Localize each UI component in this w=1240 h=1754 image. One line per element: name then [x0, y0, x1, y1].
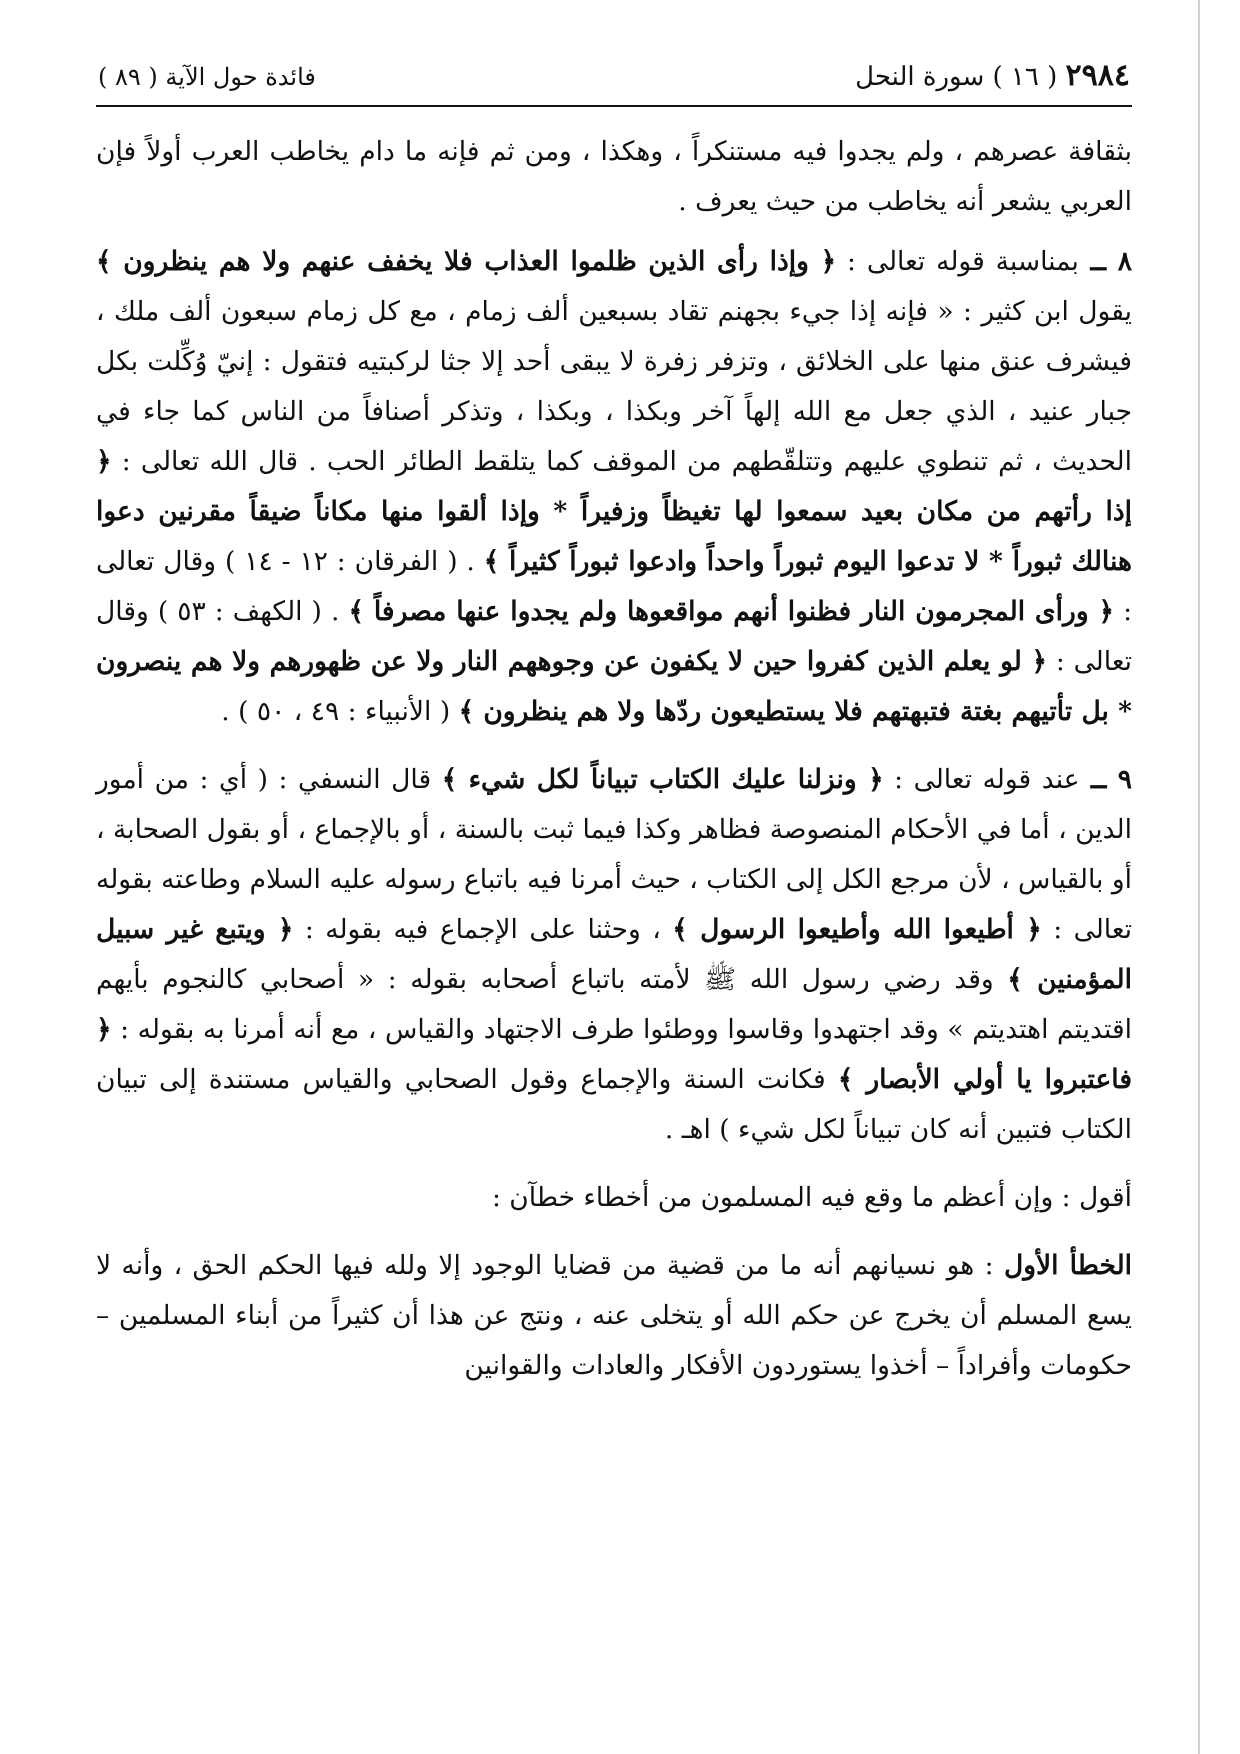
body-text: عند قوله تعالى :	[883, 764, 1080, 795]
surah-reference: ( ١٦ ) سورة النحل	[855, 62, 1058, 92]
emphasized-text: ﴿ ورأى المجرمون النار فظنوا أنهم مواقعوها ولم يجدوا عنها مصرفاً ﴾	[348, 596, 1115, 627]
book-page	[96, 58, 1132, 1391]
emphasized-text: ٩ ــ	[1079, 764, 1132, 795]
body-text: أقول : وإن أعظم ما وقع فيه المسلمون من أخطاء خطآن :	[491, 1182, 1132, 1213]
page-edge-line	[1198, 0, 1200, 1754]
emphasized-text: ﴿ إذا رأتهم من مكان بعيد سمعوا لها تغيظاً وزفيراً * وإذا ألقوا منها مكاناً ضيقاً مقرنين دعوا هنالك ثبوراً * لا تدعوا اليوم ثبوراً واحداً وادعوا ثبوراً كثيراً ﴾	[96, 446, 1132, 577]
body-text: : هو نسيانهم أنه ما من قضية من قضايا الوجود إلا ولله فيها الحكم الحق ، وأنه لا يسع المسلم أن يخرج عن حكم الله أو يتخلى عنه ، ونتج عن هذا أن كثيراً من أبناء المسلمين – حكومات وأفراداً – أخذوا يستوردون الأفكار والعادات والقوانين	[96, 1250, 1132, 1381]
body-text: ، وحثنا على الإجماع فيه بقوله :	[293, 914, 673, 945]
paragraph-statement	[96, 1173, 1132, 1223]
paragraph-point-8	[96, 237, 1132, 737]
emphasized-text: ﴿ أطيعوا الله وأطيعوا الرسول ﴾	[672, 914, 1042, 945]
emphasized-text: ﴿ ويتبع غير سبيل المؤمنين ﴾	[96, 914, 1132, 995]
header-right	[855, 58, 1130, 93]
running-header	[96, 58, 1132, 97]
emphasized-text: ﴿ وإذا رأى الذين ظلموا العذاب فلا يخفف عنهم ولا هم ينظرون ﴾	[96, 246, 837, 277]
body-text: بثقافة عصرهم ، ولم يجدوا فيه مستنكراً ، وهكذا ، ومن ثم فإنه ما دام يخاطب العرب أولاً فإن العربي يشعر أنه يخاطب من حيث يعرف .	[96, 136, 1132, 217]
paragraph-intro	[96, 127, 1132, 227]
body-text: . ( الفرقان : ١٢ - ١٤ ) وقال تعالى :	[96, 546, 1133, 627]
body-text: وقد رضي رسول الله ﷺ لأمته باتباع أصحابه بقوله : « أصحابي كالنجوم بأيهم اقتديتم اهتديتم » وقد اجتهدوا وقاسوا ووطئوا طرف الاجتهاد والقياس ، مع أنه أمرنا به بقوله :	[96, 964, 1132, 1045]
body-text: . ( الكهف : ٥٣ ) وقال تعالى :	[96, 596, 1132, 677]
page-number: ٢٩٨٤	[1065, 58, 1130, 93]
body-text: بمناسبة قوله تعالى :	[836, 246, 1079, 277]
paragraph-first-error	[96, 1241, 1132, 1391]
body-text: يقول ابن كثير : « فإنه إذا جيء بجهنم تقاد بسبعين ألف زمام ، مع كل زمام سبعون ألف ملك ، فيشرف عنق منها على الخلائق ، وتزفر زفرة لا يبقى أحد إلا جثا لركبتيه فتقول : إنيّ وُكِّلت بكل جبار عنيد ، الذي جعل مع الله إلهاً آخر وبكذا ، وبكذا ، وتذكر أصنافاً من الناس كما جاء في الحديث ، ثم تنطوي عليهم وتتلقّطهم من الموقف كما يتلقط الطائر الحب . قال الله تعالى :	[96, 296, 1132, 477]
section-title: فائدة حول الآية ( ٨٩ )	[98, 63, 316, 91]
body-text: ( الأنبياء : ٤٩ ، ٥٠ ) .	[221, 696, 459, 727]
emphasized-text: ﴿ فاعتبروا يا أولي الأبصار ﴾	[96, 1014, 1133, 1095]
emphasized-text: ﴿ ونزلنا عليك الكتاب تبياناً لكل شيء ﴾	[441, 764, 884, 795]
emphasized-text: الخطأ الأول	[1003, 1250, 1133, 1281]
emphasized-text: ٨ ــ	[1078, 246, 1132, 277]
emphasized-text: ﴿ لو يعلم الذين كفروا حين لا يكفون عن وجوههم النار ولا عن ظهورهم ولا هم ينصرون * بل تأتيهم بغتة فتبهتهم فلا يستطيعون ردّها ولا هم ينظرون ﴾	[96, 646, 1132, 727]
body-text: قال النسفي : ( أي : من أمور الدين ، أما في الأحكام المنصوصة فظاهر وكذا فيما ثبت بالسنة ، أو بالإجماع ، أو بقول الصحابة ، أو بالقياس ، لأن مرجع الكل إلى الكتاب ، حيث أمرنا فيه باتباع رسوله عليه السلام وطاعته بقوله تعالى :	[96, 764, 1133, 945]
paragraph-point-9	[96, 755, 1132, 1155]
header-rule	[96, 105, 1132, 107]
body-text: فكانت السنة والإجماع وقول الصحابي والقياس مستندة إلى تبيان الكتاب فتبين أنه كان تبياناً لكل شيء ) اهـ .	[96, 1064, 1132, 1145]
